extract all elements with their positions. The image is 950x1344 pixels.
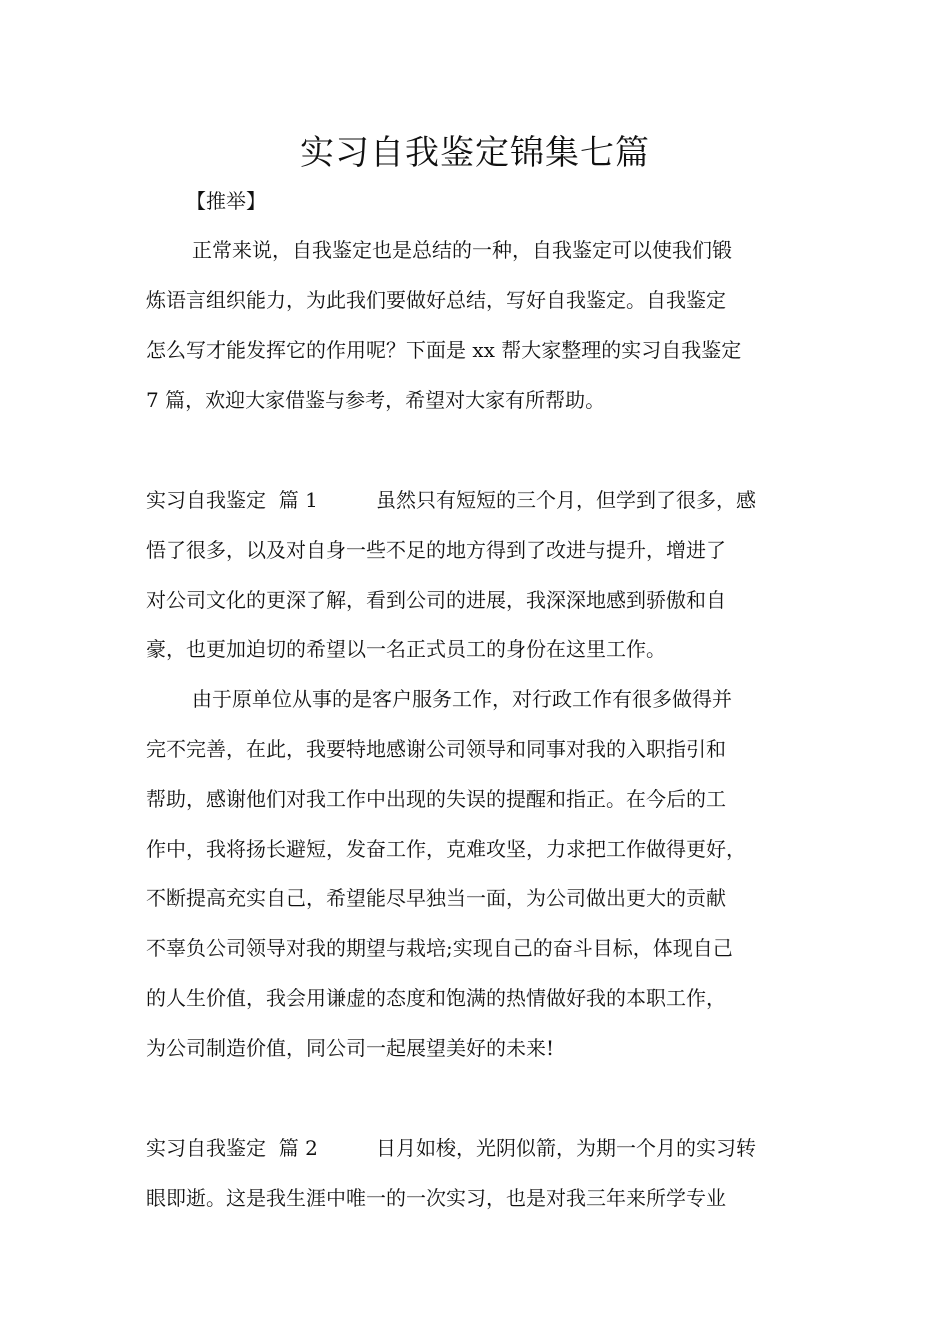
section-1-para2-line-2: 完不完善，在此，我要特地感谢公司领导和同事对我的入职指引和 (146, 737, 726, 761)
section-1-para2-line-4: 作中，我将扬长避短，发奋工作，克难攻坚，力求把工作做得更好， (146, 837, 746, 861)
section-1-line-4: 豪，也更加迫切的希望以一名正式员工的身份在这里工作。 (146, 637, 666, 661)
section-2-line-2: 眼即逝。这是我生涯中唯一的一次实习，也是对我三年来所学专业 (146, 1186, 726, 1210)
section-1-para2-line-3: 帮助，感谢他们对我工作中出现的失误的提醒和指正。在今后的工 (146, 787, 726, 811)
section-1-heading-row (146, 485, 756, 515)
intro-line-4: 7 篇，欢迎大家借鉴与参考，希望对大家有所帮助。 (146, 388, 606, 412)
document-title: 实习自我鉴定锦集七篇 (300, 133, 650, 173)
section-1-para2-line-1: 由于原单位从事的是客户服务工作，对行政工作有很多做得并 (192, 687, 732, 711)
section-1-line-3: 对公司文化的更深了解，看到公司的进展，我深深地感到骄傲和自 (146, 588, 726, 612)
section-1-heading: 实习自我鉴定 篇 1 (146, 488, 318, 512)
intro-line-1: 正常来说，自我鉴定也是总结的一种，自我鉴定可以使我们锻 (192, 238, 732, 262)
section-1-line-2: 悟了很多，以及对自身一些不足的地方得到了改进与提升，增进了 (146, 538, 726, 562)
recommend-tag: 【推举】 (186, 189, 266, 213)
section-1-para2-line-6: 不辜负公司领导对我的期望与栽培;实现自己的奋斗目标，体现自己 (146, 936, 733, 960)
section-2-first-line: 日月如梭，光阴似箭，为期一个月的实习转 (376, 1136, 756, 1160)
section-2-heading: 实习自我鉴定 篇 2 (146, 1136, 318, 1160)
section-1-para2-line-5: 不断提高充实自己，希望能尽早独当一面，为公司做出更大的贡献 (146, 886, 726, 910)
intro-line-3: 怎么写才能发挥它的作用呢？下面是 xx 帮大家整理的实习自我鉴定 (146, 338, 742, 362)
intro-line-2: 炼语言组织能力，为此我们要做好总结，写好自我鉴定。自我鉴定 (146, 288, 726, 312)
section-1-para2-line-7: 的人生价值，我会用谦虚的态度和饱满的热情做好我的本职工作， (146, 986, 726, 1010)
section-1-para2-line-8: 为公司制造价值，同公司一起展望美好的未来! (146, 1036, 555, 1060)
section-1-first-line: 虽然只有短短的三个月，但学到了很多，感 (376, 488, 756, 512)
section-2-heading-row (146, 1133, 756, 1163)
